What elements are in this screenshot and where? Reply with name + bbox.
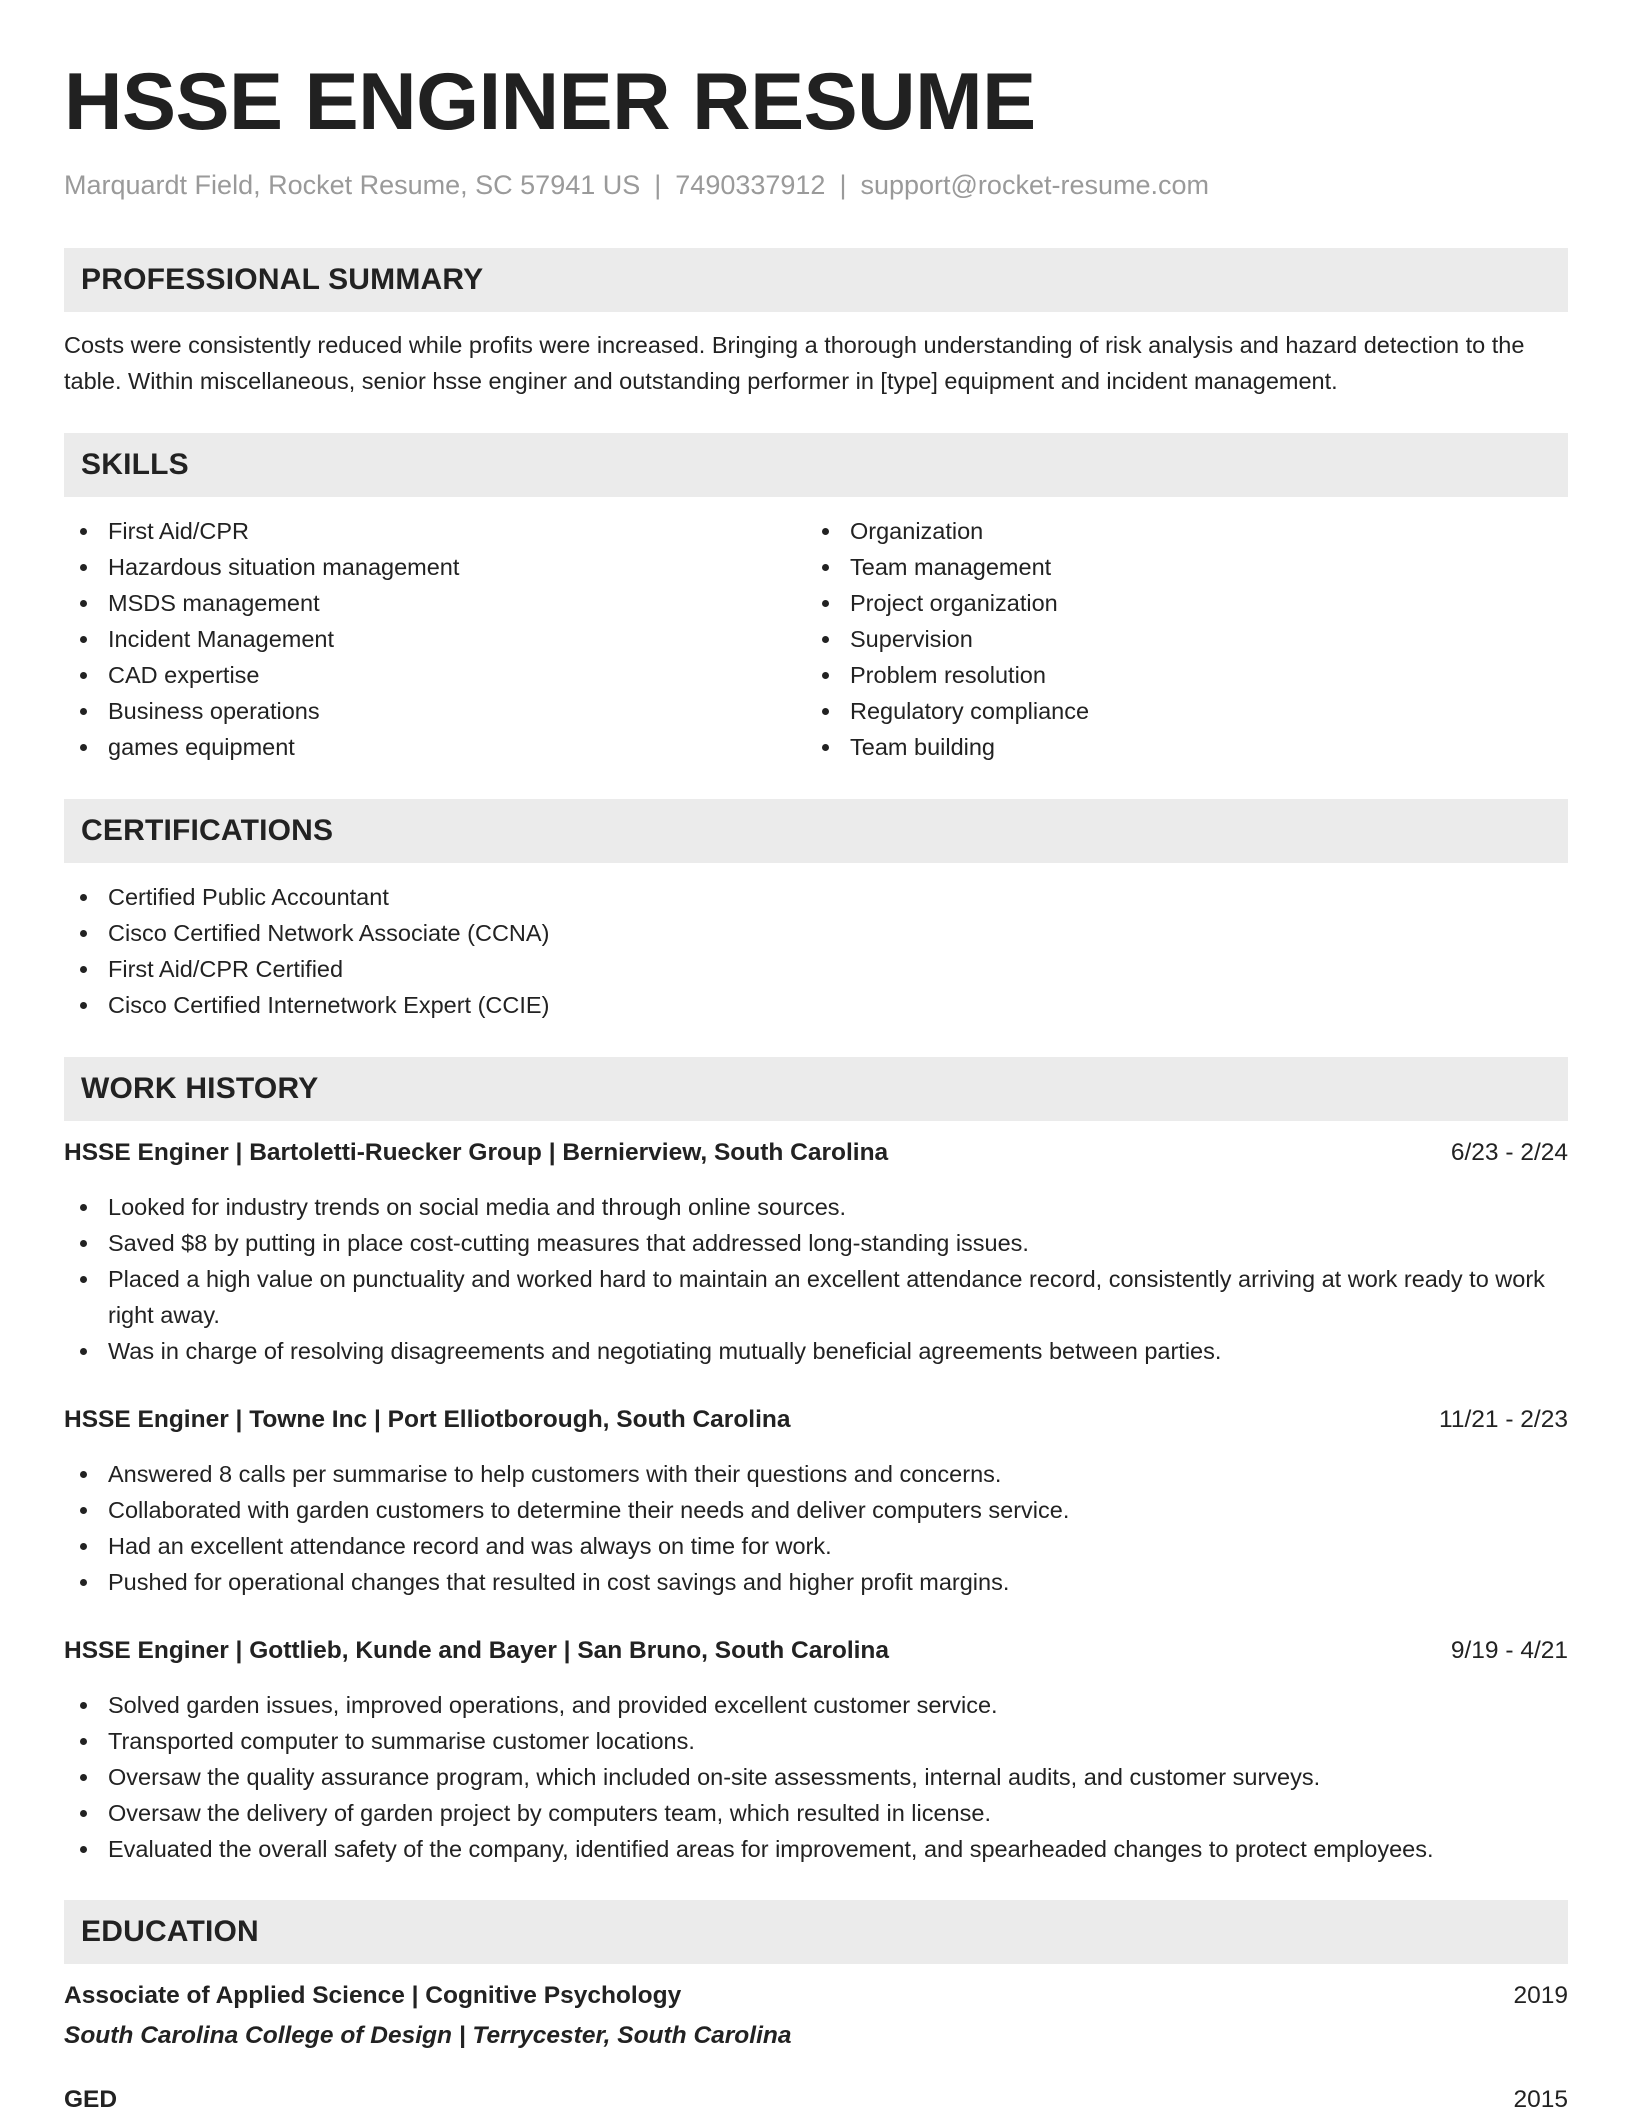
skill-item: Team building — [806, 729, 1548, 765]
job-bullet: Collaborated with garden customers to determine their needs and deliver computers service. — [64, 1492, 1568, 1528]
education-entry — [64, 2082, 1568, 2118]
skill-item: CAD expertise — [64, 657, 806, 693]
education-header — [64, 2082, 1568, 2118]
certification-item: First Aid/CPR Certified — [64, 951, 1568, 987]
job-bullets — [64, 1456, 1568, 1600]
summary-text: Costs were consistently reduced while profits were increased. Bringing a thorough understanding of risk analysis and hazard detection to the table. Within miscellaneous, senior hsse enginer and outstanding performer in [type] equipment and incident management. — [64, 332, 1525, 394]
certification-item: Cisco Certified Internetwork Expert (CCIE) — [64, 987, 1568, 1023]
job-header — [64, 1402, 1568, 1438]
job-title: HSSE Enginer | Gottlieb, Kunde and Bayer | San Bruno, South Carolina — [64, 1637, 890, 1664]
job-entry — [64, 1402, 1568, 1600]
education-entry — [64, 1978, 1568, 2054]
contact-line — [64, 168, 1568, 202]
job-title: HSSE Enginer | Bartoletti-Ruecker Group | Bernierview, South Carolina — [64, 1139, 889, 1166]
job-bullet: Had an excellent attendance record and was always on time for work. — [64, 1528, 1568, 1564]
job-bullet: Was in charge of resolving disagreements and negotiating mutually beneficial agreements between parties. — [64, 1333, 1568, 1369]
skill-item: MSDS management — [64, 585, 806, 621]
job-header — [64, 1633, 1568, 1669]
certification-item: Certified Public Accountant — [64, 879, 1568, 915]
section-heading-skills: SKILLS — [64, 433, 1568, 497]
skill-item: Regulatory compliance — [806, 693, 1548, 729]
resume-title: HSSE ENGINER RESUME — [64, 57, 1036, 147]
job-entry — [64, 1135, 1568, 1369]
skill-item: Project organization — [806, 585, 1548, 621]
job-bullets — [64, 1189, 1568, 1369]
education-year: 2015 — [1513, 2086, 1568, 2113]
skill-item: Organization — [806, 513, 1548, 549]
job-dates: 9/19 - 4/21 — [1450, 1637, 1568, 1664]
contact-email[interactable]: support@rocket-resume.com — [860, 170, 1209, 200]
job-bullet: Oversaw the delivery of garden project by computers team, which resulted in license. — [64, 1795, 1568, 1831]
skills-list — [64, 513, 1568, 765]
education-header — [64, 1978, 1568, 2014]
job-bullet: Solved garden issues, improved operations, and provided excellent customer service. — [64, 1687, 1568, 1723]
job-bullet: Transported computer to summarise customer locations. — [64, 1723, 1568, 1759]
resume-page — [64, 0, 1568, 2118]
job-bullet: Oversaw the quality assurance program, which included on-site assessments, internal audits, and customer surveys. — [64, 1759, 1568, 1795]
job-bullet: Looked for industry trends on social media and through online sources. — [64, 1189, 1568, 1225]
contact-separator: | — [654, 170, 662, 200]
skill-item: Incident Management — [64, 621, 806, 657]
section-heading-summary: PROFESSIONAL SUMMARY — [64, 248, 1568, 312]
skills-column-right — [806, 513, 1548, 765]
certifications-list — [64, 879, 1568, 1023]
section-heading-education: EDUCATION — [64, 1900, 1568, 1964]
section-heading-work-history: WORK HISTORY — [64, 1057, 1568, 1121]
section-heading-certifications: CERTIFICATIONS — [64, 799, 1568, 863]
skill-item: Team management — [806, 549, 1548, 585]
job-dates: 6/23 - 2/24 — [1450, 1139, 1568, 1166]
skill-item: Hazardous situation management — [64, 549, 806, 585]
skill-item: games equipment — [64, 729, 806, 765]
education-school: South Carolina College of Design | Terrycester, South Carolina — [64, 2022, 792, 2049]
job-bullet: Placed a high value on punctuality and worked hard to maintain an excellent attendance record, consistently arriving at work ready to work right away. — [64, 1261, 1568, 1333]
job-bullets — [64, 1687, 1568, 1867]
job-bullet: Saved $8 by putting in place cost-cutting measures that addressed long-standing issues. — [64, 1225, 1568, 1261]
certification-item: Cisco Certified Network Associate (CCNA) — [64, 915, 1568, 951]
job-bullet: Pushed for operational changes that resulted in cost savings and higher profit margins. — [64, 1564, 1568, 1600]
contact-phone: 7490337912 — [675, 170, 826, 200]
skills-column-left — [64, 513, 806, 765]
job-title: HSSE Enginer | Towne Inc | Port Elliotborough, South Carolina — [64, 1406, 791, 1433]
education-year: 2019 — [1513, 1982, 1568, 2009]
skill-item: Problem resolution — [806, 657, 1548, 693]
job-bullet: Evaluated the overall safety of the company, identified areas for improvement, and spearheaded changes to protect employees. — [64, 1831, 1568, 1867]
skill-item: Business operations — [64, 693, 806, 729]
contact-address: Marquardt Field, Rocket Resume, SC 57941 US — [64, 170, 641, 200]
job-header — [64, 1135, 1568, 1171]
education-degree: Associate of Applied Science | Cognitive Psychology — [64, 1982, 682, 2009]
skill-item: Supervision — [806, 621, 1548, 657]
contact-separator: | — [839, 170, 847, 200]
job-entry — [64, 1633, 1568, 1867]
skill-item: First Aid/CPR — [64, 513, 806, 549]
education-degree: GED — [64, 2086, 118, 2113]
job-dates: 11/21 - 2/23 — [1439, 1406, 1568, 1433]
job-bullet: Answered 8 calls per summarise to help customers with their questions and concerns. — [64, 1456, 1568, 1492]
